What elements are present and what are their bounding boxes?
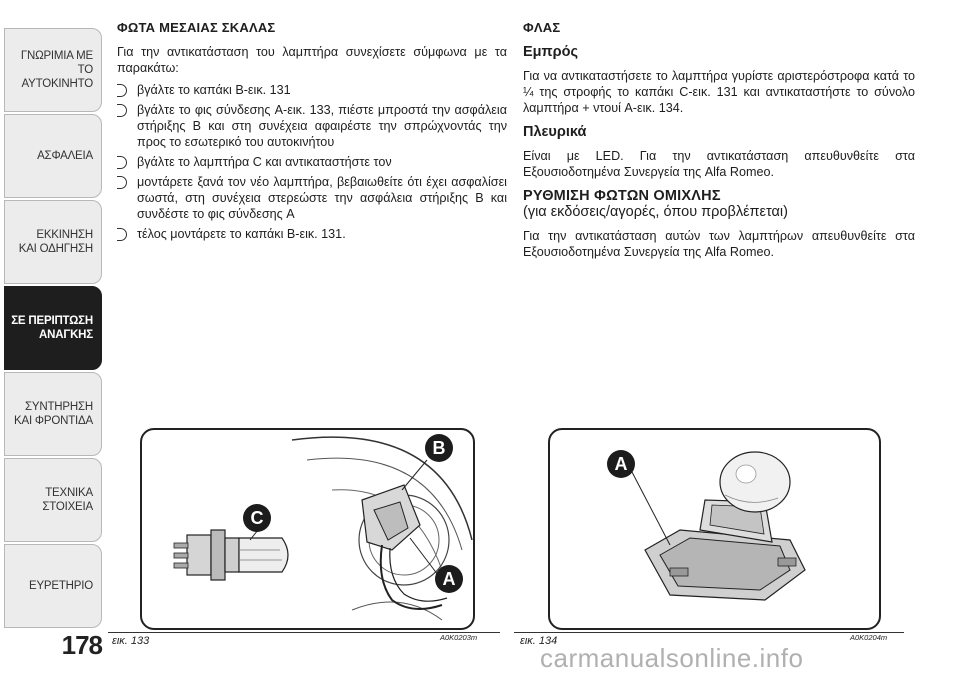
figure-134 [548, 428, 881, 630]
tab-label: ΕΥΡΕΤΗΡΙΟ [28, 580, 93, 592]
page-number: 178 [61, 630, 102, 660]
chapter-tabs [0, 0, 104, 677]
caption-rule [514, 632, 904, 633]
step-item: βγάλτε το λαμπτήρα C και αντικαταστήστε τον [117, 154, 507, 170]
section-heading: ΦΩΤΑ ΜΕΣΑΙΑΣ ΣΚΑΛΑΣ [117, 20, 276, 35]
label-a: A [614, 454, 628, 474]
label-a-marker [435, 565, 463, 593]
left-column [117, 20, 507, 246]
label-a-marker [607, 450, 635, 478]
tab-label: ΓΝΩΡΙΜΙΑ ΜΕ ΤΟ ΑΥΤΟΚΙΝΗΤΟ [20, 50, 93, 90]
tab-label: ΣΥΝΤΗΡΗΣΗ ΚΑΙ ΦΡΟΝΤΙΔΑ [14, 401, 93, 427]
tab-starting-driving[interactable] [4, 200, 102, 284]
figure-code-134: A0K0204m [850, 633, 888, 642]
tab-label: ΤΕΧΝΙΚΑ ΣΤΟΙΧΕΙΑ [42, 487, 93, 513]
bulb-holder-a [645, 452, 805, 600]
step-item: μοντάρετε ξανά τον νέο λαμπτήρα, βεβαιωθείτε ότι έχει ασφαλίσει σωστά, στη συνέχεια στερεώστε την ασφάλεια στήριξης B και συνδέστε το φις σύνδεσης A [117, 174, 507, 222]
fog-text: Για την αντικατάσταση αυτών των λαμπτήρων απευθυνθείτε στα Εξουσιοδοτημένα Συνεργεία της Alfa Romeo. [523, 229, 915, 259]
tab-label: ΑΣΦΑΛΕΙΑ [37, 150, 93, 162]
figure-code-133: A0K0203m [440, 633, 478, 642]
subheading-front: Εμπρός [523, 44, 579, 60]
step-item: βγάλτε το φις σύνδεσης A-εικ. 133, πιέστε μπροστά την ασφάλεια στήριξης B και στη συνέχεια αφαιρέστε την σπρώχνοντάς την προς το εσωτερικό του αυτοκινήτου [117, 102, 507, 150]
intro-text: Για την αντικατάσταση του λαμπτήρα συνεχίσετε σύμφωνα με τα παρακάτω: [117, 45, 507, 75]
label-a: A [442, 569, 456, 589]
watermark: carmanualsonline.info [540, 643, 804, 673]
figure-133 [140, 428, 475, 630]
step-item: βγάλτε το καπάκι B-εικ. 131 [117, 82, 507, 98]
right-column [523, 20, 915, 266]
fog-subheading: (για εκδόσεις/αγορές, όπου προβλέπεται) [523, 204, 788, 220]
tab-maintenance[interactable] [4, 372, 102, 456]
headlamp-bulb-illustration [142, 430, 473, 628]
front-text: Για να αντικαταστήσετε το λαμπτήρα γυρίστε αριστερόστροφα κατά το ¼ της στροφής το καπάκι C-εικ. 131 και αντικαταστήστε το σύνολο λαμπτήρα + ντουί A-εικ. 134. [523, 69, 915, 115]
tab-index[interactable] [4, 544, 102, 628]
tab-getting-to-know[interactable] [4, 28, 102, 112]
subheading-side: Πλευρικά [523, 124, 587, 140]
bulb-c [174, 530, 288, 580]
fog-heading: ΡΥΘΜΙΣΗ ΦΩΤΩΝ ΟΜΙΧΛΗΣ [523, 188, 721, 204]
step-item: τέλος μοντάρετε το καπάκι B-εικ. 131. [117, 226, 507, 242]
label-b-marker [425, 434, 453, 462]
tab-emergency[interactable] [4, 286, 102, 370]
figure-caption-134: εικ. 134 [520, 635, 558, 647]
tab-label: ΣΕ ΠΕΡΙΠΤΩΣΗ ΑΝΑΓΚΗΣ [11, 315, 93, 341]
side-text: Είναι με LED. Για την αντικατάσταση απευθυνθείτε στα Εξουσιοδοτημένα Συνεργεία της Alfa Romeo. [523, 149, 915, 179]
tab-technical-data[interactable] [4, 458, 102, 542]
steps-list [117, 82, 507, 242]
figure-caption-133: εικ. 133 [112, 635, 150, 647]
label-b: B [432, 438, 446, 458]
label-c-marker [243, 504, 271, 532]
section-heading: ΦΛΑΣ [523, 20, 561, 35]
label-c: C [250, 508, 264, 528]
tab-label: ΕΚΚΙΝΗΣΗ ΚΑΙ ΟΔΗΓΗΣΗ [18, 229, 93, 255]
indicator-bulb-illustration [550, 430, 879, 628]
tab-safety[interactable] [4, 114, 102, 198]
